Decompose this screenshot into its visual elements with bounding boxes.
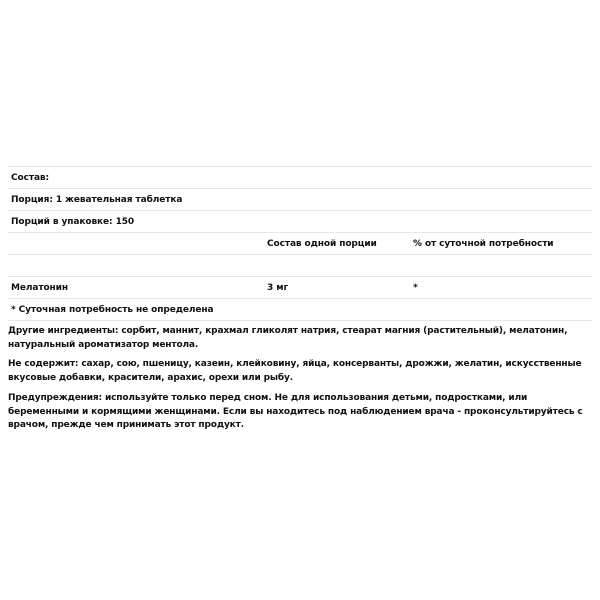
ingredient-daily-value: * <box>413 282 418 293</box>
ingredient-amount: 3 мг <box>267 282 289 293</box>
footnote: * Суточная потребность не определена <box>11 304 214 315</box>
warnings: Предупреждения: используйте только перед сном. Не для использования детьми, подростками, или беременными и кормящими женщинами. Если вы находитесь под наблюдением врача - проконсультируйтесь с врачом, прежде чем принимать этот продукт. <box>8 393 583 430</box>
column-header-amount: Состав одной порции <box>267 238 377 249</box>
serving-size: Порция: 1 жевательная таблетка <box>11 194 183 205</box>
servings-per-container-row <box>8 210 592 232</box>
empty-row <box>8 254 592 276</box>
facts-title-row <box>8 166 592 188</box>
serving-size-row <box>8 188 592 210</box>
facts-title: Состав: <box>11 172 50 183</box>
footnote-row <box>8 298 592 321</box>
ingredient-name: Мелатонин <box>11 282 68 293</box>
other-ingredients: Другие ингредиенты: сорбит, маннит, крахмал гликолят натрия, стеарат магния (растительный), мелатонин, натуральный ароматизатор ментола. <box>8 326 568 350</box>
supplement-facts-table <box>8 166 592 321</box>
servings-per-container: Порций в упаковке: 150 <box>11 216 135 227</box>
does-not-contain: Не содержит: сахар, сою, пшеницу, казеин, клейковину, яйца, консерванты, дрожжи, желатин, искусственные вкусовые добавки, красители, арахис, орехи или рыбу. <box>8 359 582 383</box>
column-header-row <box>8 232 592 254</box>
ingredient-row <box>8 276 592 298</box>
column-header-daily-value: % от суточной потребности <box>413 238 554 249</box>
